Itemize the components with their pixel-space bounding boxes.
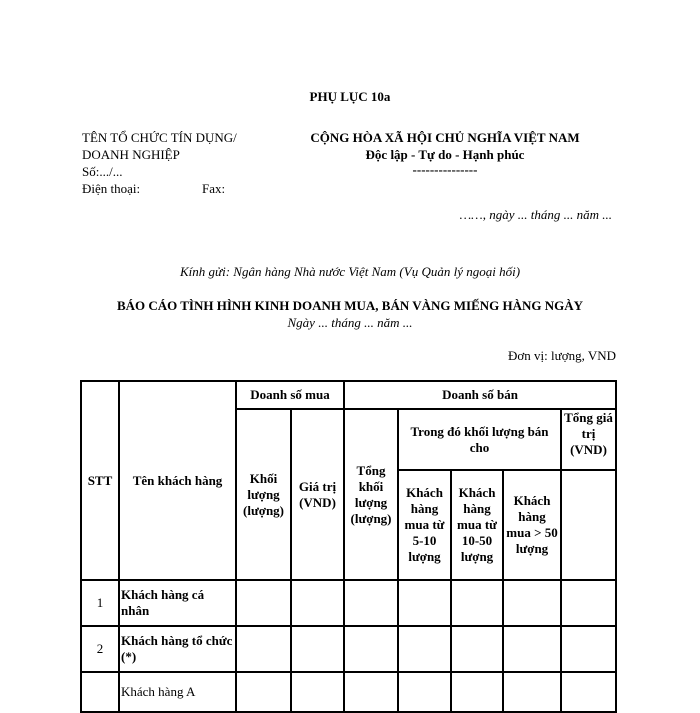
row-stt: 2	[81, 626, 119, 672]
empty-cell	[561, 470, 616, 580]
table-row	[81, 672, 616, 712]
empty-cell	[344, 626, 398, 672]
date-line: ……, ngày ... tháng ... năm ...	[459, 207, 612, 222]
empty-cell	[398, 672, 451, 712]
report-title: BÁO CÁO TÌNH HÌNH KINH DOANH MUA, BÁN VÀNG MIẾNG HÀNG NGÀY	[116, 298, 584, 313]
header-sub-5-10: Khách hàng mua từ 5-10 lượng	[398, 470, 451, 580]
empty-cell	[344, 580, 398, 626]
row-stt: 1	[81, 580, 119, 626]
empty-cell	[291, 580, 344, 626]
unit-label: Đơn vị: lượng, VND	[508, 348, 616, 363]
header-sell-total-value: Tổng giá trị (VND)	[561, 409, 616, 470]
header-stt: STT	[81, 381, 119, 580]
empty-cell	[291, 672, 344, 712]
empty-cell	[236, 626, 291, 672]
empty-cell	[344, 672, 398, 712]
recipient-line: Kính gửi: Ngân hàng Nhà nước Việt Nam (Vụ Quản lý ngoại hối)	[179, 264, 521, 279]
empty-cell	[503, 626, 561, 672]
header-sub-over-50: Khách hàng mua > 50 lượng	[503, 470, 561, 580]
empty-cell	[561, 626, 616, 672]
org-name-line1: TÊN TỔ CHỨC TÍN DỤNG/	[82, 130, 237, 145]
header-buy-value: Giá trị (VND)	[291, 409, 344, 580]
row-customer-name: Khách hàng A	[119, 672, 236, 712]
header-buy-quantity: Khối lượng (lượng)	[236, 409, 291, 580]
fax-label: Fax:	[202, 181, 226, 196]
header-sell: Doanh số bán	[344, 381, 616, 409]
appendix-title: PHỤ LỤC 10a	[309, 89, 391, 104]
org-name-line2: DOANH NGHIỆP	[82, 147, 180, 162]
header-sub-10-50: Khách hàng mua từ 10-50 lượng	[451, 470, 503, 580]
empty-cell	[236, 672, 291, 712]
table-row	[81, 626, 616, 672]
empty-cell	[236, 580, 291, 626]
empty-cell	[291, 626, 344, 672]
header-buy: Doanh số mua	[236, 381, 344, 409]
header-customer-name: Tên khách hàng	[119, 381, 236, 580]
report-subtitle: Ngày ... tháng ... năm ...	[287, 315, 413, 330]
header-sell-breakdown: Trong đó khối lượng bán cho	[398, 409, 561, 470]
empty-cell	[451, 626, 503, 672]
row-customer-name: Khách hàng tổ chức (*)	[119, 626, 236, 672]
row-customer-name: Khách hàng cá nhân	[119, 580, 236, 626]
empty-cell	[451, 580, 503, 626]
empty-cell	[503, 672, 561, 712]
report-table	[80, 380, 617, 713]
row-stt	[81, 672, 119, 712]
empty-cell	[451, 672, 503, 712]
empty-cell	[561, 672, 616, 712]
nation-rule: ---------------	[412, 162, 478, 177]
phone-label: Điện thoại:	[82, 181, 141, 196]
table-row	[81, 580, 616, 626]
document-number: Số:.../...	[82, 164, 123, 179]
empty-cell	[561, 580, 616, 626]
empty-cell	[503, 580, 561, 626]
empty-cell	[398, 580, 451, 626]
nation-title: CỘNG HÒA XÃ HỘI CHỦ NGHĨA VIỆT NAM	[310, 130, 580, 145]
nation-motto: Độc lập - Tự do - Hạnh phúc	[365, 147, 525, 162]
empty-cell	[398, 626, 451, 672]
header-sell-total-quantity: Tổng khối lượng (lượng)	[344, 409, 398, 580]
